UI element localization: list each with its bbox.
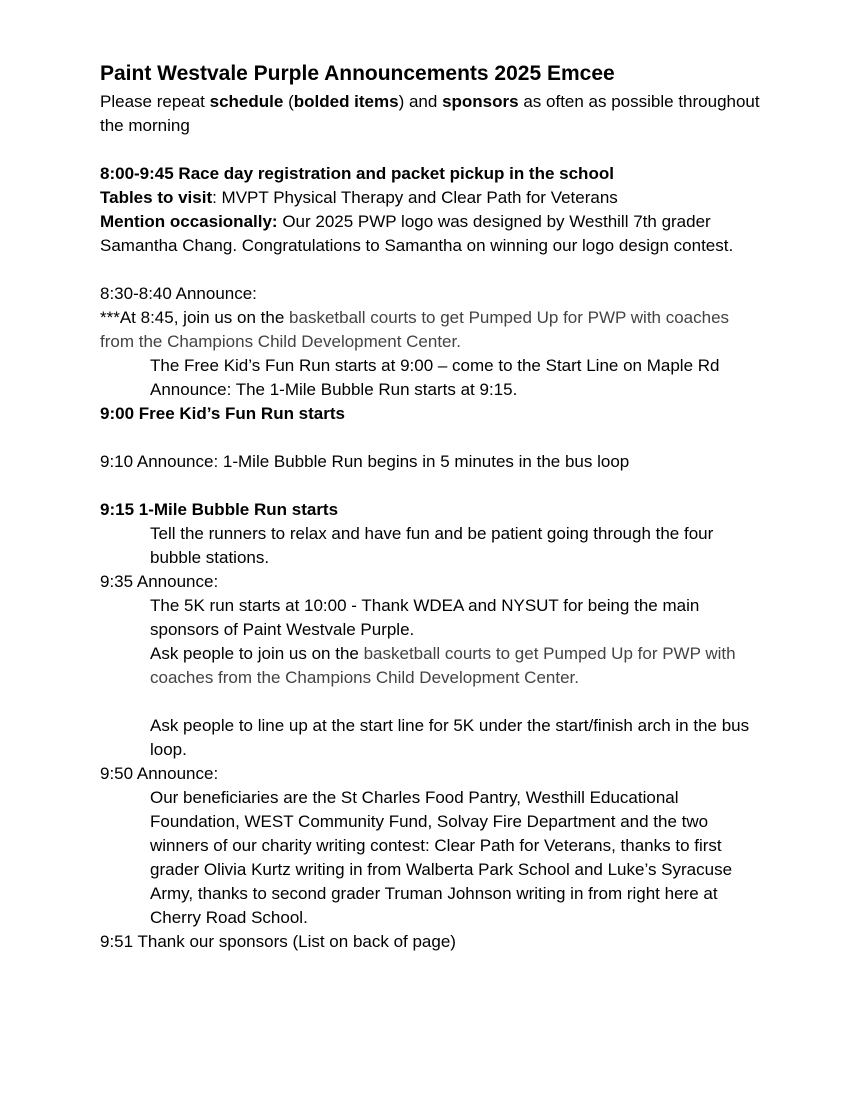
announce-830-line3: Announce: The 1-Mile Bubble Run starts at 9:15. — [150, 380, 518, 399]
announce-830-gray-text: basketball courts to get Pumped Up for PWP with coaches from the Champions Child Development Center. — [100, 308, 730, 351]
spacer — [100, 474, 760, 498]
intro-bold-items: bolded items — [293, 92, 399, 111]
intro-text: as often as possible throughout the morning — [100, 92, 760, 135]
announce-830-heading: 8:30-8:40 Announce: — [100, 284, 257, 303]
tables-label: Tables to visit — [100, 188, 213, 207]
intro-bold-sponsors: sponsors — [442, 92, 519, 111]
announce-935-heading: 9:35 Announce: — [100, 572, 219, 591]
announce-830-line1 — [100, 306, 760, 354]
announce-935-gray-text: basketball courts to get Pumped Up for PWP with coaches from the Champions Child Development Center. — [150, 644, 736, 687]
announce-935-line2 — [100, 642, 760, 690]
bubble-run-text: Tell the runners to relax and have fun and be patient going through the four bubble stations. — [150, 524, 714, 567]
document-title: Paint Westvale Purple Announcements 2025 Emcee — [100, 62, 615, 85]
bubble-run-heading: 9:15 1-Mile Bubble Run starts — [100, 500, 339, 519]
tables-to-visit — [100, 186, 760, 210]
announce-935-line3: Ask people to line up at the start line for 5K under the start/finish arch in the bus loop. — [150, 716, 750, 759]
mention-text: Our 2025 PWP logo was designed by Westhill 7th grader Samantha Chang. Congratulations to Samantha on winning our logo design contest. — [100, 212, 734, 255]
intro-bold-schedule: schedule — [209, 92, 284, 111]
spacer — [100, 138, 760, 162]
mention-occasionally — [100, 210, 760, 258]
announce-910: 9:10 Announce: 1-Mile Bubble Run begins in 5 minutes in the bus loop — [100, 452, 630, 471]
intro-text: Please repeat — [100, 92, 210, 111]
spacer — [100, 690, 760, 714]
announce-950-text: Our beneficiaries are the St Charles Food Pantry, Westhill Educational Foundation, WEST Community Fund, Solvay Fire Department and the two winners of our charity writing contest: Clear Path for Veterans, thanks to first grader Olivia Kurtz writing in from Walberta Park School and Luke’s Syracuse Army, thanks to second grader Truman Johnson writing in from right here at Cherry Road School. — [150, 788, 733, 927]
announce-935-prefix: Ask people to join us on the — [150, 644, 364, 663]
intro-text: ( — [283, 92, 294, 111]
registration-heading: 8:00-9:45 Race day registration and packet pickup in the school — [100, 164, 614, 183]
tables-text: : MVPT Physical Therapy and Clear Path for Veterans — [212, 188, 618, 207]
announce-830-prefix: ***At 8:45, join us on the — [100, 308, 290, 327]
announce-951: 9:51 Thank our sponsors (List on back of page) — [100, 932, 456, 951]
spacer — [100, 258, 760, 282]
announce-935-line1: The 5K run starts at 10:00 - Thank WDEA and NYSUT for being the main sponsors of Paint Westvale Purple. — [150, 596, 700, 639]
spacer — [100, 426, 760, 450]
announce-950-heading: 9:50 Announce: — [100, 764, 219, 783]
intro-text: ) and — [398, 92, 443, 111]
fun-run-heading: 9:00 Free Kid’s Fun Run starts — [100, 404, 345, 423]
mention-label: Mention occasionally: — [100, 212, 278, 231]
announce-830-line2: The Free Kid’s Fun Run starts at 9:00 – come to the Start Line on Maple Rd — [150, 356, 720, 375]
intro-paragraph — [100, 90, 760, 138]
document-page — [100, 58, 760, 954]
